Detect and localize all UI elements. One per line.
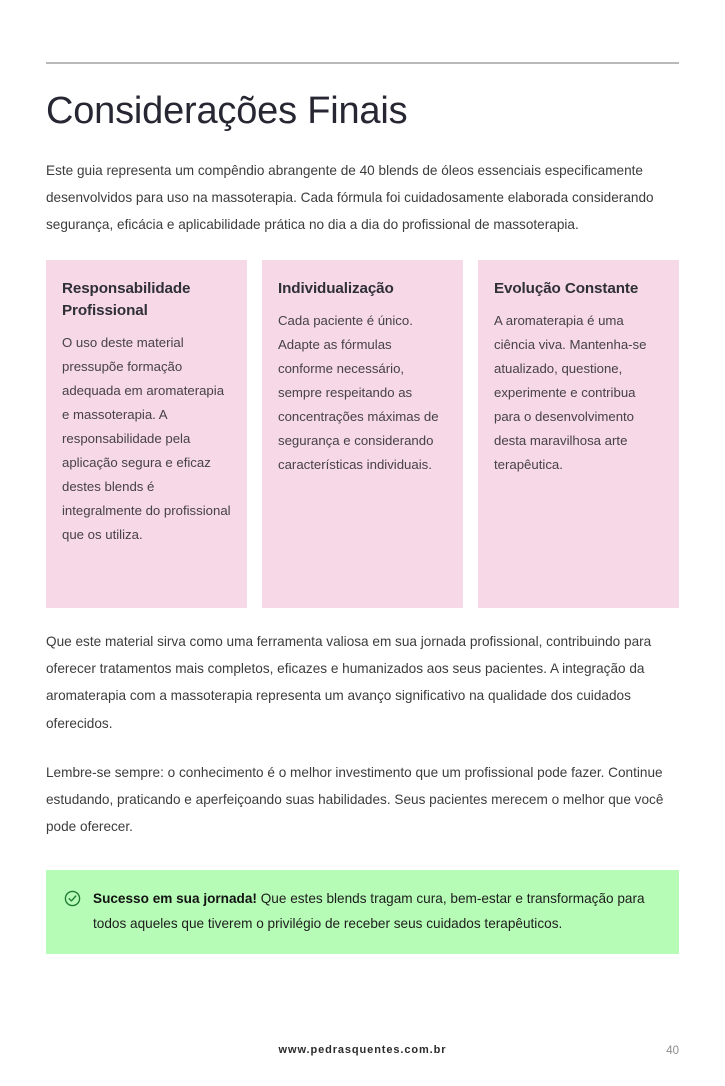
card-individualizacao: [262, 260, 463, 608]
intro-paragraph: Este guia representa um compêndio abrangente de 40 blends de óleos essenciais especificamente desenvolvidos para uso na massoterapia. Cada fórmula foi cuidadosamente elaborada considerando segurança, eficácia e aplicabilidade prática no dia a dia do profissional de massoterapia.: [46, 162, 654, 232]
card-text: O uso deste material pressupõe formação adequada em aromaterapia e massoterapia. A responsabilidade pela aplicação segura e eficaz destes blends é integralmente do profissional que os utiliza.: [62, 335, 231, 543]
card-evolucao-constante: [478, 260, 679, 608]
check-circle-icon: [64, 890, 81, 907]
highlight-cards: [46, 260, 679, 608]
footer-website-url[interactable]: www.pedrasquentes.com.br: [278, 1044, 447, 1056]
success-callout: [46, 870, 679, 953]
page-footer: [46, 1044, 679, 1064]
page: [0, 62, 725, 1086]
card-title: Evolução Constante: [494, 280, 639, 298]
callout-body: Que estes blends tragam cura, bem-estar e transformação para todos aqueles que tiverem o privilégio de receber seus cuidados terapêuticos.: [93, 891, 645, 931]
callout-lead: Sucesso em sua jornada!: [93, 891, 257, 907]
paragraph-closing: Lembre-se sempre: o conhecimento é o melhor investimento que um profissional pode fazer. Continue estudando, praticando e aperfeiçoando suas habilidades. Seus pacientes merecem o melhor que você pode oferecer.: [46, 764, 664, 835]
callout-text: [93, 887, 657, 935]
header-divider: [46, 62, 679, 64]
paragraph-after-cards: Que este material sirva como uma ferramenta valiosa em sua jornada profissional, contribuindo para oferecer tratamentos mais completos, eficazes e humanizados aos seus pacientes. A integração da aromaterapia com a massoterapia representa um avanço significativo na qualidade dos cuidados oferecidos.: [46, 634, 652, 731]
page-title: Considerações Finais: [46, 90, 408, 132]
card-title: Responsabilidade Profissional: [62, 280, 191, 320]
footer-page-number: 40: [666, 1045, 679, 1057]
card-text: Cada paciente é único. Adapte as fórmulas conforme necessário, sempre respeitando as concentrações máximas de segurança e considerando características individuais.: [278, 313, 439, 473]
card-title: Individualização: [278, 280, 394, 298]
card-text: A aromaterapia é uma ciência viva. Mantenha-se atualizado, questione, experimente e contribua para o desenvolvimento desta maravilhosa arte terapêutica.: [494, 313, 647, 473]
card-responsabilidade-profissional: [46, 260, 247, 608]
